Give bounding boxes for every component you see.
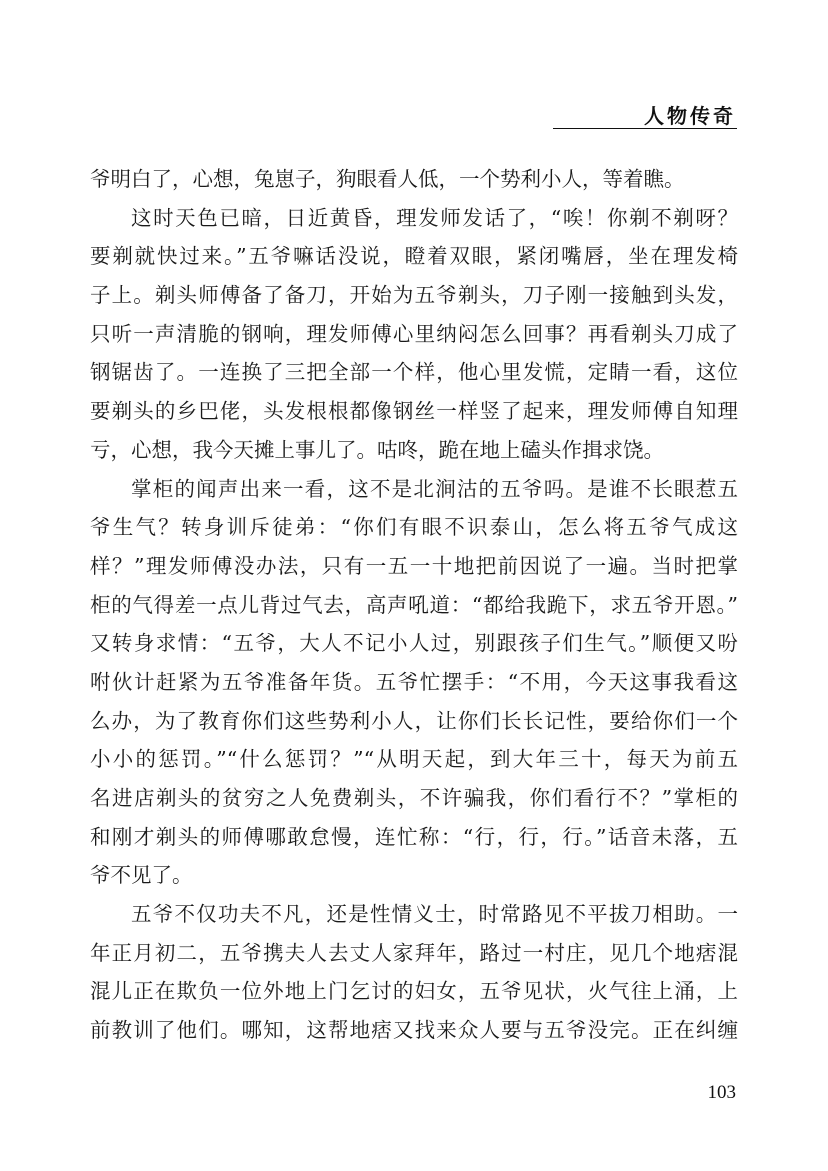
body-text [90, 160, 738, 1050]
text-line: 爷不见了。 [90, 863, 193, 888]
text-line: 要剃就快过来。”五爷嘛话没说，瞪着双眼，紧闭嘴唇，坐在理发椅 [90, 244, 738, 269]
text-line: 爷生气？转身训斥徒弟：“你们有眼不识泰山，怎么将五爷气成这 [90, 515, 738, 540]
section-title: 人物传奇 [644, 104, 736, 128]
text-line: 混儿正在欺负一位外地上门乞讨的妇女，五爷见状，火气往上涌，上 [90, 979, 738, 1004]
text-line: 要剃头的乡巴佬，头发根根都像钢丝一样竖了起来，理发师傅自知理 [90, 399, 738, 424]
text-line: 子上。剃头师傅备了备刀，开始为五爷剃头，刀子刚一接触到头发， [90, 283, 738, 308]
text-line: 柜的气得差一点儿背过气去，高声吼道：“都给我跪下，求五爷开恩。” [90, 592, 738, 617]
text-line: 年正月初二，五爷携夫人去丈人家拜年，路过一村庄，见几个地痞混 [90, 940, 738, 965]
text-line: 钢锯齿了。一连换了三把全部一个样，他心里发慌，定睛一看，这位 [90, 360, 738, 385]
text-line: 这时天色已暗，日近黄昏，理发师发话了，“唉！你剃不剃呀？ [131, 205, 738, 230]
text-line: 五爷不仅功夫不凡，还是性情义士，时常路见不平拔刀相助。一 [131, 902, 738, 927]
text-line: 咐伙计赶紧为五爷准备年货。五爷忙摆手：“不用，今天这事我看这 [90, 669, 738, 694]
text-line: 掌柜的闻声出来一看，这不是北涧沽的五爷吗。是谁不长眼惹五 [131, 476, 738, 501]
text-line: 小小的惩罚。”“什么惩罚？”“从明天起，到大年三十，每天为前五 [90, 747, 738, 772]
text-line: 么办，为了教育你们这些势利小人，让你们长长记性，要给你们一个 [90, 708, 738, 733]
text-line: 亏，心想，我今天摊上事儿了。咕咚，跪在地上磕头作揖求饶。 [90, 437, 664, 462]
text-line: 样？”理发师傅没办法，只有一五一十地把前因说了一遍。当时把掌 [90, 553, 738, 578]
header-rule [553, 128, 737, 129]
page-number: 103 [707, 1082, 736, 1103]
text-line: 和刚才剃头的师傅哪敢怠慢，连忙称：“行，行，行。”话音未落，五 [90, 824, 738, 849]
text-line: 名进店剃头的贫穷之人免费剃头，不许骗我，你们看行不？”掌柜的 [90, 786, 738, 810]
text-line: 只听一声清脆的钢响，理发师傅心里纳闷怎么回事？再看剃头刀成了 [90, 321, 738, 346]
text-line: 爷明白了，心想，兔崽子，狗眼看人低，一个势利小人，等着瞧。 [90, 167, 685, 191]
text-line: 前教训了他们。哪知，这帮地痞又找来众人要与五爷没完。正在纠缠 [90, 1018, 738, 1043]
text-line: 又转身求情：“五爷，大人不记小人过，别跟孩子们生气。”顺便又吩 [90, 631, 738, 656]
